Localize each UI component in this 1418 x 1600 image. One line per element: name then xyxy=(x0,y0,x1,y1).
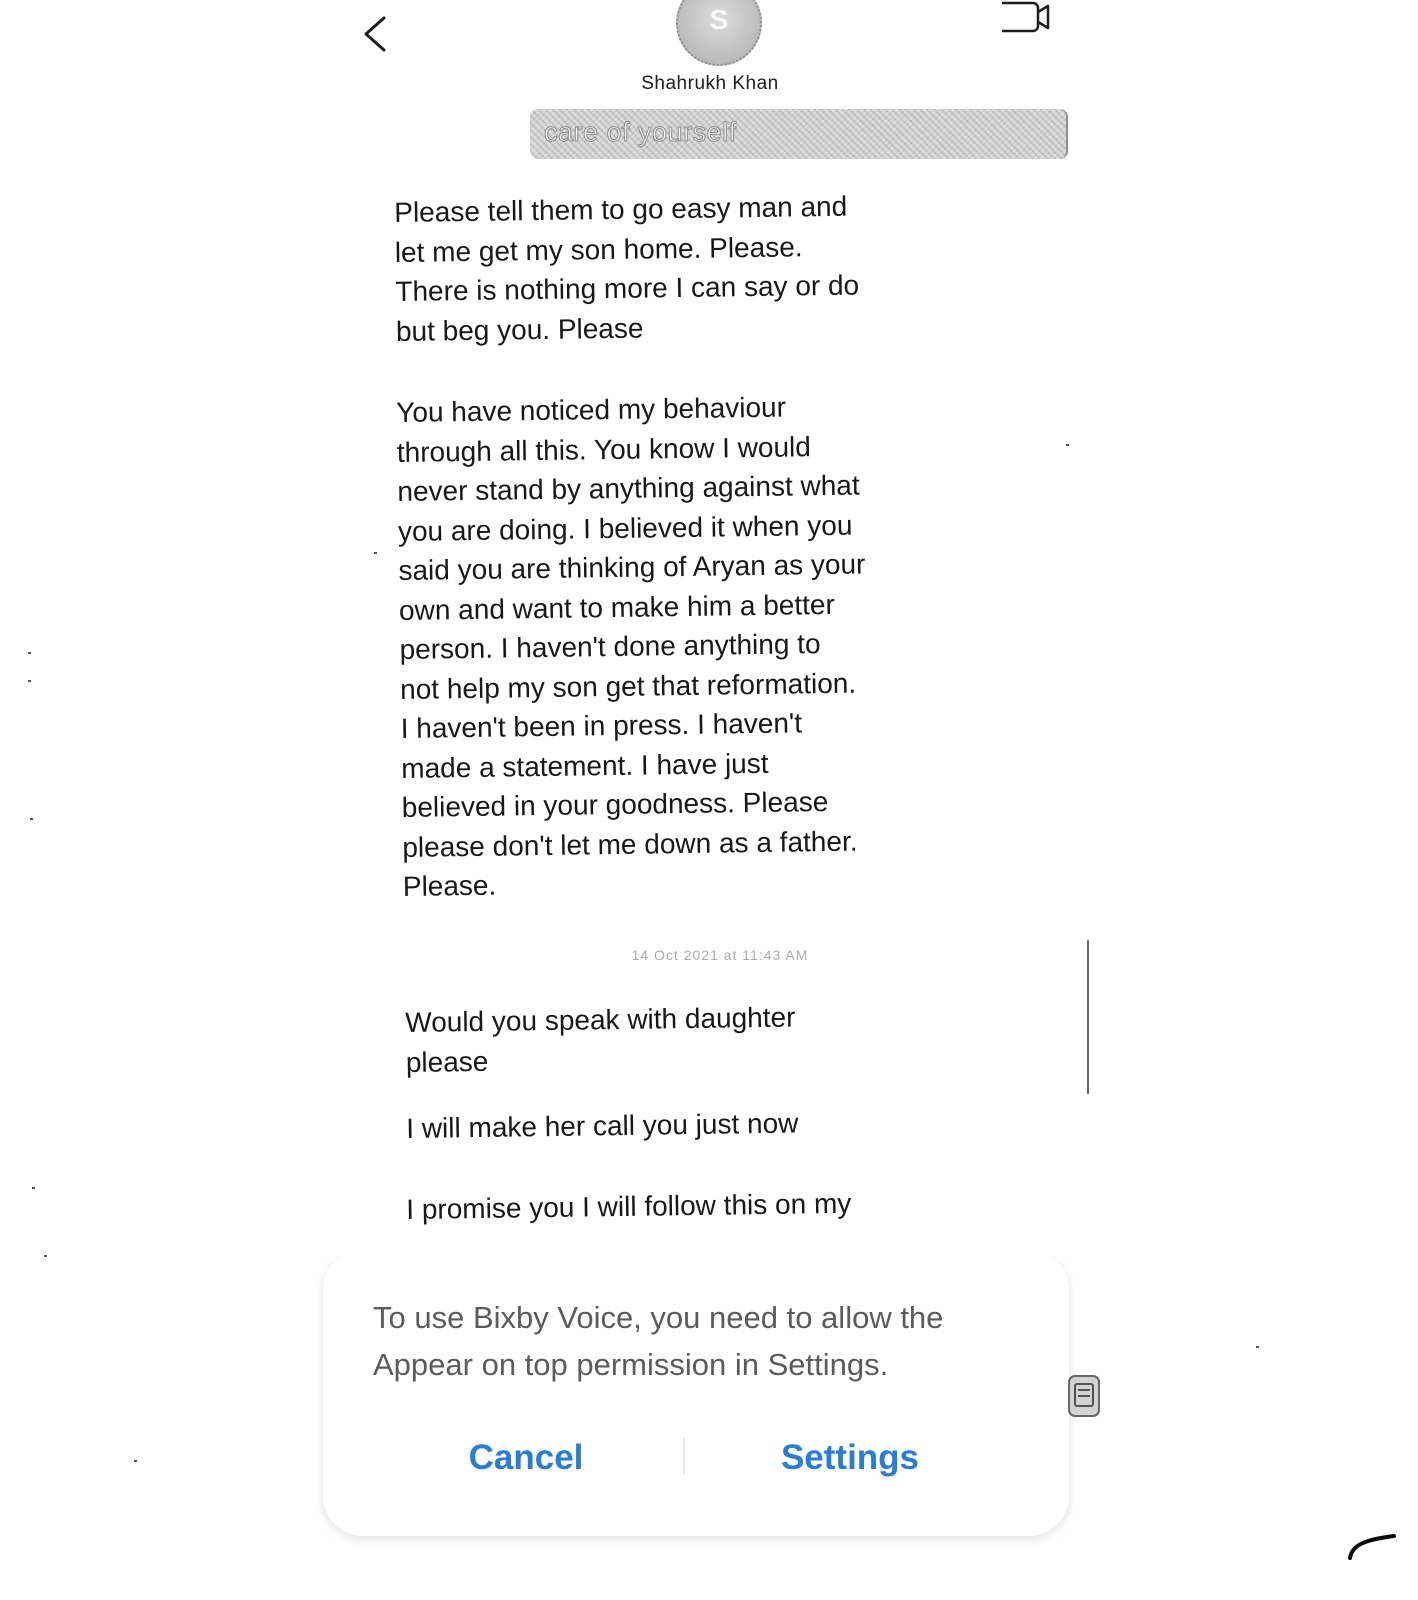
scan-speck xyxy=(32,1187,35,1189)
scan-speck xyxy=(28,652,31,654)
permission-dialog xyxy=(323,1250,1069,1536)
settings-button[interactable]: Settings xyxy=(700,1430,1000,1486)
message-text: I promise you I will follow this on my xyxy=(406,1187,852,1225)
message-text: Please tell them to go easy man and let me get my son home. Please. There is nothing more I can say or do but beg you. Please xyxy=(394,190,860,347)
scan-corner-mark xyxy=(1342,1516,1402,1566)
message-text: I will make her call you just now xyxy=(406,1107,799,1144)
scan-speck xyxy=(1066,444,1069,446)
scan-speck xyxy=(374,552,377,554)
video-camera-icon xyxy=(1002,0,1054,36)
chevron-left-icon xyxy=(360,14,394,54)
dialog-message: To use Bixby Voice, you need to allow the Appear on top permission in Settings. xyxy=(373,1300,944,1382)
previous-message-bubble[interactable] xyxy=(530,109,1068,159)
message-timestamp: 14 Oct 2021 at 11:43 AM xyxy=(631,947,809,963)
previous-message-text: care of yourself xyxy=(544,117,737,147)
scan-speck xyxy=(28,680,31,682)
message-text: You have noticed my behaviour through all this. You know I would never stand by anything against what you are doing. I believed it when you said you are thinking of Aryan as your own and want to make him a better person. I haven't done anything to not help my son get that reformation. I haven't been in press. I haven't made a statement. I have just believed in your goodness. Please please don't let me down as a father. Please. xyxy=(396,391,866,902)
video-call-button[interactable] xyxy=(1002,0,1054,36)
back-button[interactable] xyxy=(360,14,394,54)
avatar[interactable] xyxy=(676,0,762,66)
scan-speck xyxy=(1256,1346,1259,1348)
scan-speck xyxy=(30,818,33,820)
message-text: Would you speak with daughter please xyxy=(405,1001,796,1078)
clipboard-icon xyxy=(1066,1370,1104,1420)
contact-name: Shahrukh Khan xyxy=(641,73,779,94)
scan-speck xyxy=(44,1255,47,1257)
dialog-button-divider xyxy=(683,1438,685,1474)
scan-speck xyxy=(134,1460,137,1462)
floating-app-icon[interactable] xyxy=(1066,1370,1104,1420)
avatar-letter: S xyxy=(709,4,729,35)
cancel-button[interactable]: Cancel xyxy=(376,1430,676,1486)
scrollbar[interactable] xyxy=(1087,940,1089,1094)
